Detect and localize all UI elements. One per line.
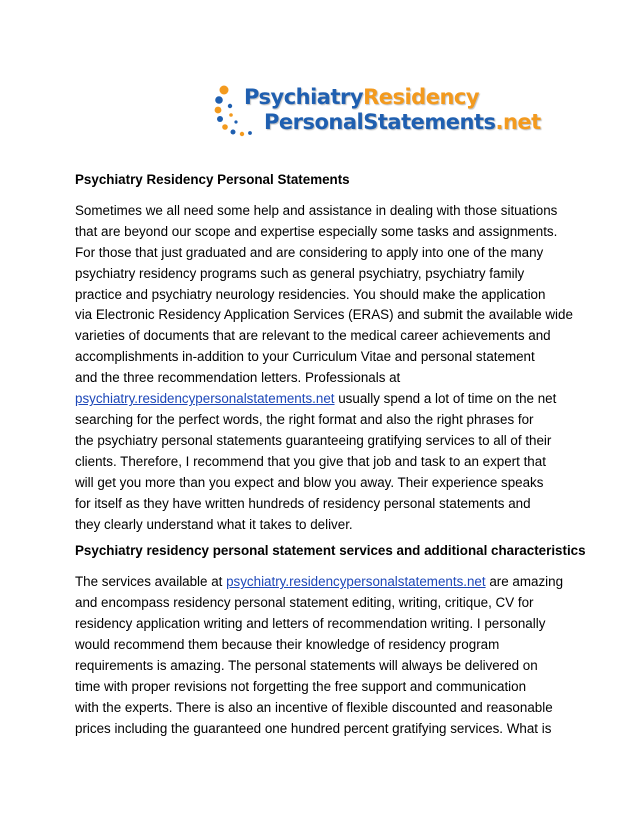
logo-word-residency: Residency (363, 85, 480, 109)
section-heading: Psychiatry residency personal statement services and additional characteristics (75, 543, 586, 559)
text-line: psychiatry residency programs such as general psychiatry, psychiatry family (75, 265, 525, 281)
page-title: Psychiatry Residency Personal Statements (75, 172, 350, 187)
logo-line-2 (264, 109, 541, 135)
text-line: would recommend them because their knowledge of residency program (75, 637, 500, 653)
text-line: will get you more than you expect and blow you away. Their experience speaks (75, 474, 544, 490)
text-line: via Electronic Residency Application Services (ERAS) and submit the available wide (75, 307, 573, 323)
document-body (75, 170, 586, 746)
text-line: that are beyond our scope and expertise especially some tasks and assignments. (75, 223, 558, 239)
logo-word-statements: Statements (363, 110, 496, 134)
text-line: and the three recommendation letters. Professionals at (75, 370, 401, 386)
logo-word-psychiatry: Psychiatry (244, 85, 364, 109)
text-line: prices including the guaranteed one hundred percent gratifying services. What is (75, 720, 552, 736)
logo-word-personal: Personal (264, 110, 364, 134)
text-line: with the experts. There is also an incentive of flexible discounted and reasonable (75, 699, 553, 715)
text-line: searching for the perfect words, the right format and also the right phrases for (75, 411, 534, 427)
text-line: For those that just graduated and are considering to apply into one of the many (75, 244, 544, 260)
text-line: accomplishments in-addition to your Curriculum Vitae and personal statement (75, 349, 535, 365)
text-line: they clearly understand what it takes to deliver. (75, 516, 353, 532)
text-line: and encompass residency personal statement editing, writing, critique, CV for (75, 595, 534, 611)
text-line: the psychiatry personal statements guaranteeing gratifying services to all of their (75, 432, 552, 448)
site-logo[interactable] (214, 78, 541, 142)
text-line: varieties of documents that are relevant to the medical career achievements and (75, 328, 551, 344)
text-line: residency application writing and letters of recommendation writing. I personally (75, 616, 546, 632)
text-line-with-link (75, 572, 567, 593)
text-line: for itself as they have written hundreds of residency personal statements and (75, 495, 531, 511)
paragraph-2 (75, 572, 567, 739)
text-line: clients. Therefore, I recommend that you give that job and task to an expert that (75, 453, 546, 469)
text-line: requirements is amazing. The personal statements will always be delivered on (75, 657, 538, 673)
text-line-with-link (75, 389, 567, 410)
text-line: practice and psychiatry neurology residencies. You should make the application (75, 286, 546, 302)
paragraph-1 (75, 201, 573, 536)
text-line: Sometimes we all need some help and assistance in dealing with those situations (75, 202, 558, 218)
text-segment: usually spend a lot of time on the net (334, 391, 557, 407)
services-site-link[interactable]: psychiatry.residencypersonalstatements.net (226, 574, 486, 590)
psychiatry-site-link[interactable]: psychiatry.residencypersonalstatements.net (75, 391, 335, 407)
text-segment: are amazing (485, 574, 564, 590)
text-line: time with proper revisions not forgetting the free support and communication (75, 678, 527, 694)
logo-word-net: .net (495, 110, 541, 134)
logo-line-1 (244, 84, 479, 110)
text-segment: The services available at (75, 574, 227, 590)
